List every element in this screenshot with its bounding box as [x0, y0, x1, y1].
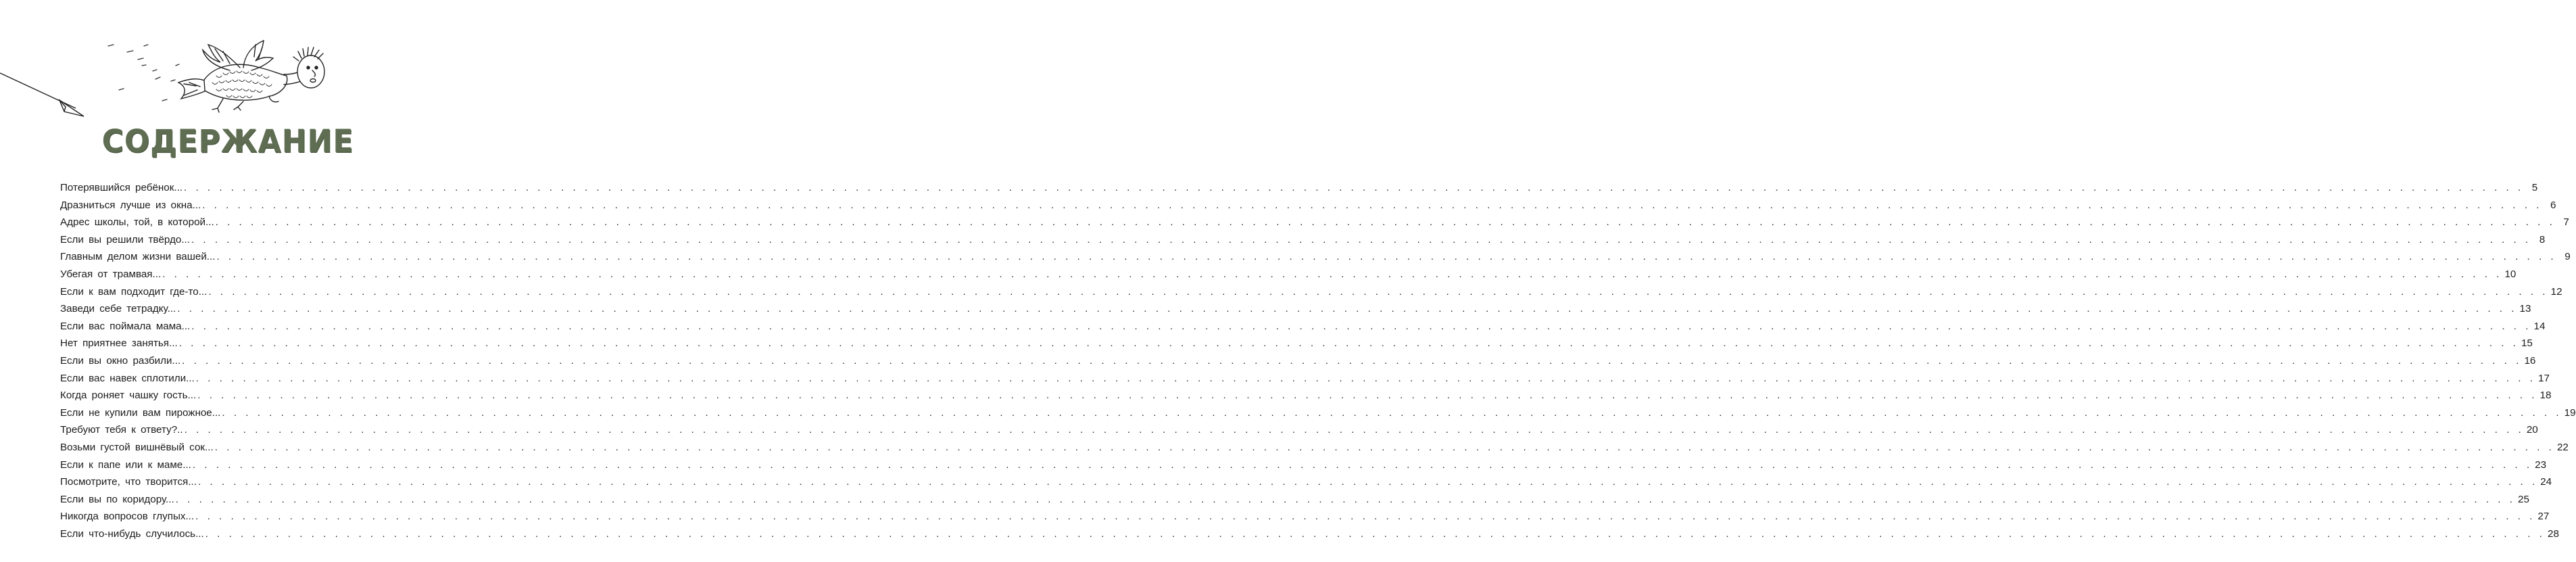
toc-entry-title: Заведи себе тетрадку...	[60, 303, 176, 315]
toc-entry	[60, 387, 2552, 404]
toc-entry-title: Требуют тебя к ответу?..	[60, 424, 183, 436]
toc-entry-title: Убегая от трамвая...	[60, 268, 162, 280]
toc-entry-page: 20	[2526, 424, 2538, 436]
toc-entry-title: Если к папе или к маме...	[60, 459, 191, 471]
toc-entry	[60, 491, 2529, 509]
flying-fish-icon	[178, 41, 324, 112]
toc-entry	[60, 508, 2550, 525]
toc-entry-title: Если что-нибудь случилось...	[60, 528, 204, 540]
toc-entry-title: Никогда вопросов глупых...	[60, 511, 195, 523]
toc-entry-title: Если не купили вам пирожное...	[60, 406, 221, 419]
toc-entry-page: 19	[2564, 406, 2576, 419]
toc-entry	[60, 525, 2559, 543]
toc-entry-title: Адрес школы, той, в которой...	[60, 216, 214, 229]
toc-entry	[60, 266, 2517, 283]
toc-leader-dots: . . . . . . . . . . . . . . . . . . . . . . . . . . . . . . . . . . . . . . . . . . . . . . . . . . . . . . . . . . . . . . . . . . . . . . . . . . . . . . . . . . . . . . . . . . . . . . . . . . . . . . . . . . . . . . . . . . . . . . . . . . . . . . . . . . . . . . . . . . . . . . . . . . . . . . . . . . . . . . . . . . . . . . . . . . . . . . . . . . . . . . . . . . . . . . . . . . . . . . .	[192, 459, 2532, 471]
toc-entry-page: 22	[2556, 441, 2569, 453]
toc-entry-title: Если вы окно разбили...	[60, 354, 181, 367]
toc-entry-page: 23	[2535, 459, 2547, 471]
toc-entry-page: 28	[2548, 528, 2559, 540]
toc-entry	[60, 214, 2569, 231]
toc-entry	[60, 300, 2531, 318]
toc-entry-title: Потерявшийся ребёнок...	[60, 182, 183, 193]
toc-entry-title: Возьми густой вишнёвый сок...	[60, 441, 214, 453]
toc-entry-page: 14	[2533, 320, 2546, 332]
toc-entry-page: 25	[2518, 493, 2529, 505]
toc-entry-page: 16	[2524, 354, 2536, 367]
toc-entry	[60, 456, 2547, 474]
toc-leader-dots: . . . . . . . . . . . . . . . . . . . . . . . . . . . . . . . . . . . . . . . . . . . . . . . . . . . . . . . . . . . . . . . . . . . . . . . . . . . . . . . . . . . . . . . . . . . . . . . . . . . . . . . . . . . . . . . . . . . . . . . . . . . . . . . . . . . . . . . . . . . . . . . . . . . . . . . . . . . . . . . . . . . . . . . . . . . . . . . . . . . . . . . . . . . . . . . . . . . . . . .	[177, 303, 2517, 315]
toc-entry	[60, 370, 2550, 388]
toc-entry-page: 17	[2538, 372, 2550, 384]
toc-entry	[60, 231, 2546, 249]
toc-entry-page: 9	[2565, 251, 2571, 263]
toc-entry	[60, 439, 2569, 456]
toc-entry-page: 6	[2550, 199, 2556, 211]
toc-entry	[60, 404, 2576, 422]
toc-leader-dots: . . . . . . . . . . . . . . . . . . . . . . . . . . . . . . . . . . . . . . . . . . . . . . . . . . . . . . . . . . . . . . . . . . . . . . . . . . . . . . . . . . . . . . . . . . . . . . . . . . . . . . . . . . . . . . . . . . . . . . . . . . . . . . . . . . . . . . . . . . . . . . . . . . . . . . . . . . . . . . . . . . . . . . . . . . . . . . . . . . . . . . . . . . . . . . . . . . . . . . .	[208, 285, 2548, 298]
toc-entry-page: 27	[2537, 511, 2550, 523]
toc-entry-title: Если к вам подходит где-то...	[60, 285, 208, 298]
toc-leader-dots: . . . . . . . . . . . . . . . . . . . . . . . . . . . . . . . . . . . . . . . . . . . . . . . . . . . . . . . . . . . . . . . . . . . . . . . . . . . . . . . . . . . . . . . . . . . . . . . . . . . . . . . . . . . . . . . . . . . . . . . . . . . . . . . . . . . . . . . . . . . . . . . . . . . . . . . . . . . . . . . . . . . . . . . . . . . . . . . . . . . . . . . . . . . . . . . . . . . . . . .	[184, 424, 2523, 436]
toc-leader-dots: . . . . . . . . . . . . . . . . . . . . . . . . . . . . . . . . . . . . . . . . . . . . . . . . . . . . . . . . . . . . . . . . . . . . . . . . . . . . . . . . . . . . . . . . . . . . . . . . . . . . . . . . . . . . . . . . . . . . . . . . . . . . . . . . . . . . . . . . . . . . . . . . . . . . . . . . . . . . . . . . . . . . . . . . . . . . . . . . . . . . . . . . . . . . . . . . . . . . . . .	[222, 406, 2561, 419]
toc-leader-dots: . . . . . . . . . . . . . . . . . . . . . . . . . . . . . . . . . . . . . . . . . . . . . . . . . . . . . . . . . . . . . . . . . . . . . . . . . . . . . . . . . . . . . . . . . . . . . . . . . . . . . . . . . . . . . . . . . . . . . . . . . . . . . . . . . . . . . . . . . . . . . . . . . . . . . . . . . . . . . . . . . . . . . . . . . . . . . . . . . . . . . . . . . . . . . . . . . . . . . . .	[175, 493, 2514, 505]
toc-entry-page: 8	[2539, 233, 2546, 245]
toc-leader-dots: . . . . . . . . . . . . . . . . . . . . . . . . . . . . . . . . . . . . . . . . . . . . . . . . . . . . . . . . . . . . . . . . . . . . . . . . . . . . . . . . . . . . . . . . . . . . . . . . . . . . . . . . . . . . . . . . . . . . . . . . . . . . . . . . . . . . . . . . . . . . . . . . . . . . . . . . . . . . . . . . . . . . . . . . . . . . . . . . . . . . . . . . . . . . . . . . . . . . . . .	[216, 251, 2556, 263]
toc-leader-dots: . . . . . . . . . . . . . . . . . . . . . . . . . . . . . . . . . . . . . . . . . . . . . . . . . . . . . . . . . . . . . . . . . . . . . . . . . . . . . . . . . . . . . . . . . . . . . . . . . . . . . . . . . . . . . . . . . . . . . . . . . . . . . . . . . . . . . . . . . . . . . . . . . . . . . . . . . . . . . . . . . . . . . . . . . . . . . . . . . . . . . . . . . . . . . . . . . . . . . . .	[182, 354, 2521, 367]
toc-entry	[60, 335, 2533, 352]
toc-entry-page: 13	[2519, 303, 2531, 315]
page-title: СОДЕРЖАНИЕ	[101, 123, 354, 160]
toc-entry-page: 24	[2540, 476, 2552, 488]
toc-entry-page: 10	[2504, 268, 2517, 280]
motion-lines-icon	[108, 45, 179, 101]
toc-leader-dots: . . . . . . . . . . . . . . . . . . . . . . . . . . . . . . . . . . . . . . . . . . . . . . . . . . . . . . . . . . . . . . . . . . . . . . . . . . . . . . . . . . . . . . . . . . . . . . . . . . . . . . . . . . . . . . . . . . . . . . . . . . . . . . . . . . . . . . . . . . . . . . . . . . . . . . . . . . . . . . . . . . . . . . . . . . . . . . . . . . . . . . . . . . . . . . . . . . . . . . .	[178, 337, 2518, 350]
toc-entry-title: Когда роняет чашку гость...	[60, 390, 197, 402]
arrow-icon	[0, 73, 84, 116]
toc-entry-title: Если вы решили твёрдо...	[60, 233, 190, 245]
toc-entry	[60, 248, 2571, 266]
toc-leader-dots: . . . . . . . . . . . . . . . . . . . . . . . . . . . . . . . . . . . . . . . . . . . . . . . . . . . . . . . . . . . . . . . . . . . . . . . . . . . . . . . . . . . . . . . . . . . . . . . . . . . . . . . . . . . . . . . . . . . . . . . . . . . . . . . . . . . . . . . . . . . . . . . . . . . . . . . . . . . . . . . . . . . . . . . . . . . . . . . . . . . . . . . . . . . . . . . . . . . . . . .	[195, 511, 2535, 523]
toc-entry-page: 12	[2550, 285, 2562, 298]
toc-entry-title: Посмотрите, что творится...	[60, 476, 197, 488]
toc-entry-page: 5	[2531, 182, 2538, 193]
toc-leader-dots: . . . . . . . . . . . . . . . . . . . . . . . . . . . . . . . . . . . . . . . . . . . . . . . . . . . . . . . . . . . . . . . . . . . . . . . . . . . . . . . . . . . . . . . . . . . . . . . . . . . . . . . . . . . . . . . . . . . . . . . . . . . . . . . . . . . . . . . . . . . . . . . . . . . . . . . . . . . . . . . . . . . . . . . . . . . . . . . . . . . . . . . . . . . . . . . . . . . . . . .	[184, 182, 2523, 193]
toc-entry-title: Главным делом жизни вашей...	[60, 251, 216, 263]
toc-leader-dots: . . . . . . . . . . . . . . . . . . . . . . . . . . . . . . . . . . . . . . . . . . . . . . . . . . . . . . . . . . . . . . . . . . . . . . . . . . . . . . . . . . . . . . . . . . . . . . . . . . . . . . . . . . . . . . . . . . . . . . . . . . . . . . . . . . . . . . . . . . . . . . . . . . . . . . . . . . . . . . . . . . . . . . . . . . . . . . . . . . . . . . . . . . . . . . . . . . . . . . .	[191, 320, 2531, 332]
toc-entry-title: Нет приятнее занятья...	[60, 337, 178, 350]
toc-entry	[60, 318, 2546, 335]
toc-entry	[60, 473, 2552, 491]
toc-entry-page: 15	[2521, 337, 2533, 350]
toc-leader-dots: . . . . . . . . . . . . . . . . . . . . . . . . . . . . . . . . . . . . . . . . . . . . . . . . . . . . . . . . . . . . . . . . . . . . . . . . . . . . . . . . . . . . . . . . . . . . . . . . . . . . . . . . . . . . . . . . . . . . . . . . . . . . . . . . . . . . . . . . . . . . . . . . . . . . . . . . . . . . . . . . . . . . . . . . . . . . . . . . . . . . . . . . . . . . . . . . . . . . . . .	[205, 528, 2544, 540]
toc-entry-page: 7	[2563, 216, 2569, 229]
toc-entry	[60, 179, 2538, 197]
toc-entry	[60, 283, 2562, 301]
toc-leader-dots: . . . . . . . . . . . . . . . . . . . . . . . . . . . . . . . . . . . . . . . . . . . . . . . . . . . . . . . . . . . . . . . . . . . . . . . . . . . . . . . . . . . . . . . . . . . . . . . . . . . . . . . . . . . . . . . . . . . . . . . . . . . . . . . . . . . . . . . . . . . . . . . . . . . . . . . . . . . . . . . . . . . . . . . . . . . . . . . . . . . . . . . . . . . . . . . . . . . . . . .	[214, 441, 2554, 453]
header-illustration	[0, 0, 456, 128]
toc-entry	[60, 352, 2536, 370]
toc-leader-dots: . . . . . . . . . . . . . . . . . . . . . . . . . . . . . . . . . . . . . . . . . . . . . . . . . . . . . . . . . . . . . . . . . . . . . . . . . . . . . . . . . . . . . . . . . . . . . . . . . . . . . . . . . . . . . . . . . . . . . . . . . . . . . . . . . . . . . . . . . . . . . . . . . . . . . . . . . . . . . . . . . . . . . . . . . . . . . . . . . . . . . . . . . . . . . . . . . . . . . . .	[215, 216, 2554, 229]
toc-leader-dots: . . . . . . . . . . . . . . . . . . . . . . . . . . . . . . . . . . . . . . . . . . . . . . . . . . . . . . . . . . . . . . . . . . . . . . . . . . . . . . . . . . . . . . . . . . . . . . . . . . . . . . . . . . . . . . . . . . . . . . . . . . . . . . . . . . . . . . . . . . . . . . . . . . . . . . . . . . . . . . . . . . . . . . . . . . . . . . . . . . . . . . . . . . . . . . . . . . . . . . .	[197, 390, 2537, 402]
toc-leader-dots: . . . . . . . . . . . . . . . . . . . . . . . . . . . . . . . . . . . . . . . . . . . . . . . . . . . . . . . . . . . . . . . . . . . . . . . . . . . . . . . . . . . . . . . . . . . . . . . . . . . . . . . . . . . . . . . . . . . . . . . . . . . . . . . . . . . . . . . . . . . . . . . . . . . . . . . . . . . . . . . . . . . . . . . . . . . . . . . . . . . . . . . . . . . . . . . . . . . . . . .	[162, 268, 2502, 280]
toc-leader-dots: . . . . . . . . . . . . . . . . . . . . . . . . . . . . . . . . . . . . . . . . . . . . . . . . . . . . . . . . . . . . . . . . . . . . . . . . . . . . . . . . . . . . . . . . . . . . . . . . . . . . . . . . . . . . . . . . . . . . . . . . . . . . . . . . . . . . . . . . . . . . . . . . . . . . . . . . . . . . . . . . . . . . . . . . . . . . . . . . . . . . . . . . . . . . . . . . . . . . . . .	[191, 233, 2531, 245]
toc-entry-title: Если вас навек сплотили...	[60, 372, 195, 384]
toc-entry-title: Если вас поймала мама...	[60, 320, 191, 332]
toc-leader-dots: . . . . . . . . . . . . . . . . . . . . . . . . . . . . . . . . . . . . . . . . . . . . . . . . . . . . . . . . . . . . . . . . . . . . . . . . . . . . . . . . . . . . . . . . . . . . . . . . . . . . . . . . . . . . . . . . . . . . . . . . . . . . . . . . . . . . . . . . . . . . . . . . . . . . . . . . . . . . . . . . . . . . . . . . . . . . . . . . . . . . . . . . . . . . . . . . . . . . . . .	[202, 199, 2542, 211]
table-of-contents	[60, 179, 2576, 542]
toc-entry-title: Дразниться лучше из окна...	[60, 199, 201, 211]
toc-leader-dots: . . . . . . . . . . . . . . . . . . . . . . . . . . . . . . . . . . . . . . . . . . . . . . . . . . . . . . . . . . . . . . . . . . . . . . . . . . . . . . . . . . . . . . . . . . . . . . . . . . . . . . . . . . . . . . . . . . . . . . . . . . . . . . . . . . . . . . . . . . . . . . . . . . . . . . . . . . . . . . . . . . . . . . . . . . . . . . . . . . . . . . . . . . . . . . . . . . . . . . .	[195, 372, 2535, 384]
toc-entry-title: Если вы по коридору...	[60, 493, 174, 505]
toc-leader-dots: . . . . . . . . . . . . . . . . . . . . . . . . . . . . . . . . . . . . . . . . . . . . . . . . . . . . . . . . . . . . . . . . . . . . . . . . . . . . . . . . . . . . . . . . . . . . . . . . . . . . . . . . . . . . . . . . . . . . . . . . . . . . . . . . . . . . . . . . . . . . . . . . . . . . . . . . . . . . . . . . . . . . . . . . . . . . . . . . . . . . . . . . . . . . . . . . . . . . . . .	[197, 476, 2537, 488]
toc-entry-page: 18	[2539, 390, 2552, 402]
toc-entry	[60, 197, 2556, 214]
toc-entry	[60, 421, 2538, 439]
